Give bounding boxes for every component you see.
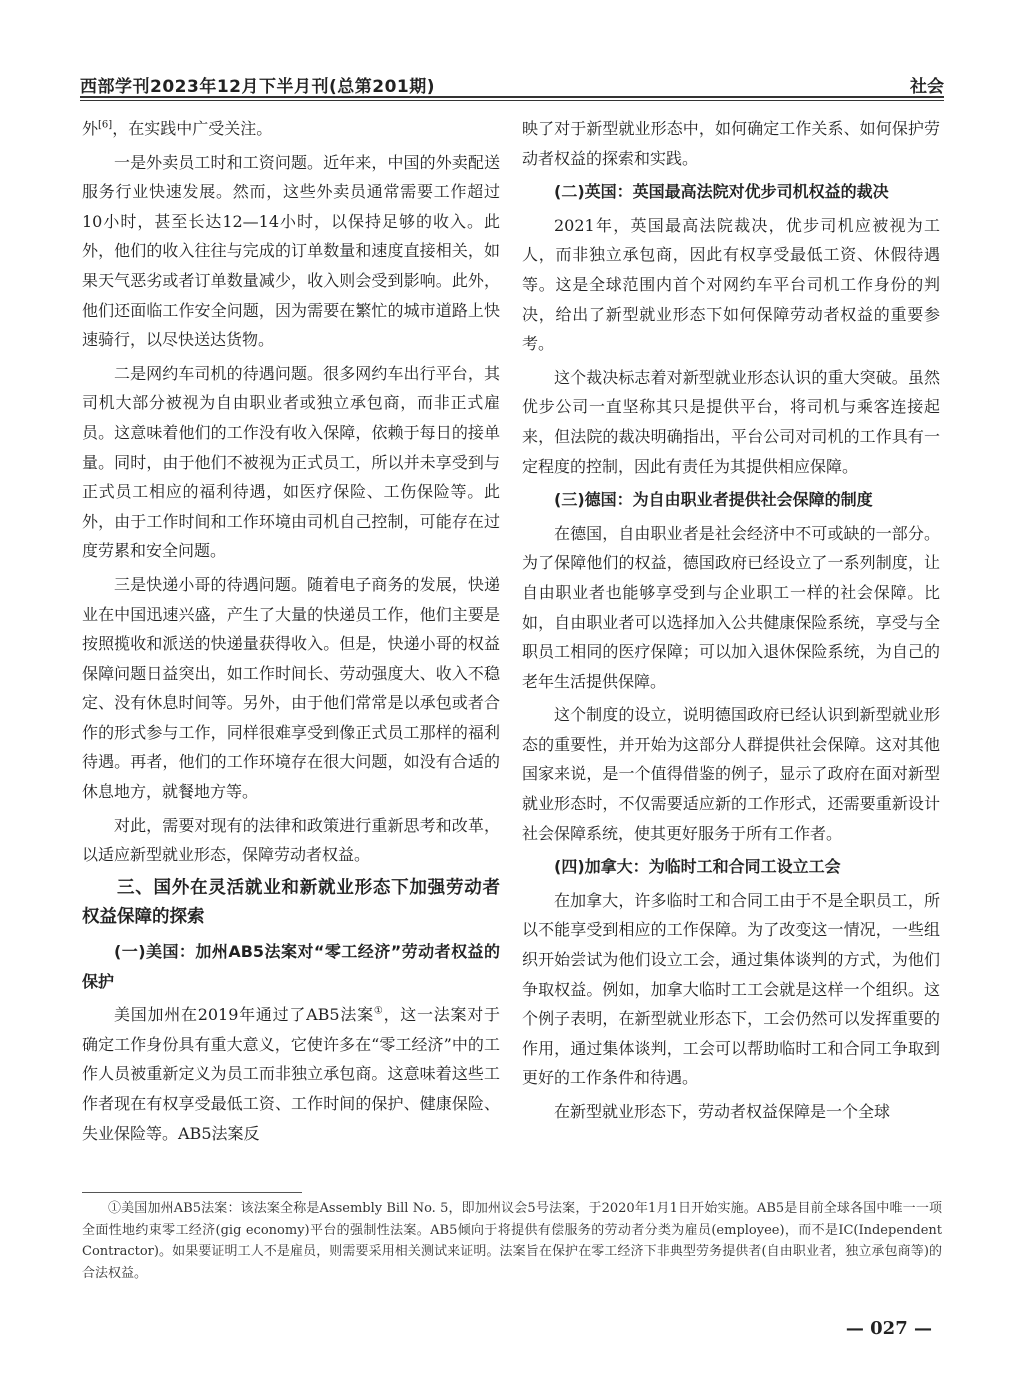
- section-name: 社会: [910, 77, 944, 97]
- subsection-heading-uk: (二)英国：英国最高法院对优步司机权益的裁决: [554, 182, 889, 202]
- page-header: [80, 66, 944, 100]
- paragraph: 这个裁决标志着对新型就业形态认识的重大突破。虽然优步公司一直坚称其只是提供平台，将司机与乘客连接起来，但法院的裁决明确指出，平台公司对司机的工作具有一定程度的控制，因此有责任为其提供相应保障。: [522, 367, 940, 476]
- footnote-rule: [82, 1192, 302, 1193]
- paragraph: 美国加州在2019年通过了AB5法案①，这一法案对于确定工作身份具有重大意义，它使许多在“零工经济”中的工作人员被重新定义为员工而非独立承包商。这意味着这些工作者现在有权享受最低工资、工作时间的保护、健康保险、失业保险等。AB5法案反: [82, 1005, 501, 1143]
- paragraph: 这个制度的设立，说明德国政府已经认识到新型就业形态的重要性，并开始为这部分人群提供社会保障。这对其他国家来说，是一个值得借鉴的例子，显示了政府在面对新型就业形态时，不仅需要适应新的工作形式，还需要重新设计社会保障系统，使其更好服务于所有工作者。: [522, 705, 940, 843]
- paragraph: 三是快递小哥的待遇问题。随着电子商务的发展，快递业在中国迅速兴盛，产生了大量的快递员工作，他们主要是按照揽收和派送的快递量获得收入。但是，快递小哥的权益保障问题日益突出，如工作时间长、劳动强度大、收入不稳定、没有休息时间等。另外，由于他们常常是以承包或者合作的形式参与工作，同样很难享受到像正式员工那样的福利待遇。再者，他们的工作环境存在很大问题，如没有合适的休息地方，就餐地方等。: [82, 574, 500, 802]
- page-number: — 027 —: [845, 1318, 932, 1339]
- paragraph: 2021年，英国最高法院裁决，优步司机应被视为工人，而非独立承包商，因此有权享受最低工资、休假待遇等。这是全球范围内首个对网约车平台司机工作身份的判决，给出了新型就业形态下如何保障劳动者权益的重要参考。: [522, 215, 940, 354]
- journal-title: 西部学刊2023年12月下半月刊(总第201期): [80, 77, 435, 97]
- right-column: [522, 114, 940, 1131]
- subsection-heading-us: (一)美国：加州AB5法案对“零工经济”劳动者权益的保护: [82, 942, 500, 991]
- citation-ref[interactable]: [6]: [98, 119, 113, 131]
- left-column: [82, 114, 500, 1152]
- paragraph: 映了对于新型就业形态中，如何确定工作关系、如何保护劳动者权益的探索和实践。: [522, 119, 940, 168]
- paragraph: 外[6]，在实践中广受关注。: [82, 119, 273, 138]
- paragraph: 在加拿大，许多临时工和合同工由于不是全职员工，所以不能享受到相应的工作保障。为了改变这一情况，一些组织开始尝试为他们设立工会，通过集体谈判的方式，为他们争取权益。例如，加拿大临时工工会就是这样一个组织。这个例子表明，在新型就业形态下，工会仍然可以发挥重要的作用，通过集体谈判，工会可以帮助临时工和合同工争取到更好的工作条件和待遇。: [522, 890, 940, 1088]
- paragraph: 对此，需要对现有的法律和政策进行重新思考和改革，以适应新型就业形态，保障劳动者权益。: [82, 815, 500, 865]
- subsection-heading-ca: (四)加拿大：为临时工和合同工设立工会: [554, 857, 841, 877]
- paragraph: 二是网约车司机的待遇问题。很多网约车出行平台，其司机大部分被视为自由职业者或独立承包商，而非正式雇员。这意味着他们的工作没有收入保障，依赖于每日的接单量。同时，由于他们不被视为正式员工，所以并未享受到与正式员工相应的福利待遇，如医疗保险、工伤保险等。此外，由于工作时间和工作环境由司机自己控制，可能存在过度劳累和安全问题。: [82, 363, 500, 561]
- footnote-mark[interactable]: ①: [373, 1005, 384, 1017]
- paragraph: 一是外卖员工时和工资问题。近年来，中国的外卖配送服务行业快速发展。然而，这些外卖员通常需要工作超过10小时，甚至长达12—14小时，以保持足够的收入。此外，他们的收入往往与完成的订单数量和速度直接相关，如果天气恶劣或者订单数量减少，收入则会受到影响。此外，他们还面临工作安全问题，因为需要在繁忙的城市道路上快速骑行，以尽快送达货物。: [82, 152, 500, 350]
- footnote: ①美国加州AB5法案：该法案全称是Assembly Bill No. 5，即加州议会5号法案，于2020年1月1日开始实施。AB5是目前全球各国中唯一一项全面性地约束零工经济(gig economy)平台的强制性法案。AB5倾向于将提供有偿服务的劳动者分类为雇员(employee)，而不是IC(Independent Contractor)。如果要证明工人不是雇员，则需要采用相关测试来证明。法案旨在保护在零工经济下非典型劳务提供者(自由职业者，独立承包商等)的合法权益。: [82, 1201, 942, 1281]
- paragraph: 在德国，自由职业者是社会经济中不可或缺的一部分。为了保障他们的权益，德国政府已经设立了一系列制度，让自由职业者也能够享受到与企业职工一样的社会保障。比如，自由职业者可以选择加入公共健康保险系统，享受与全职员工相同的医疗保障；可以加入退休保险系统，为自己的老年生活提供保障。: [522, 523, 940, 691]
- subsection-heading-de: (三)德国：为自由职业者提供社会保障的制度: [554, 490, 873, 510]
- paragraph: 在新型就业形态下，劳动者权益保障是一个全球: [554, 1102, 891, 1121]
- section-heading: 三、国外在灵活就业和新就业形态下加强劳动者权益保障的探索: [82, 877, 500, 928]
- header-rule-thin: [80, 100, 944, 101]
- header-rule: [80, 96, 944, 98]
